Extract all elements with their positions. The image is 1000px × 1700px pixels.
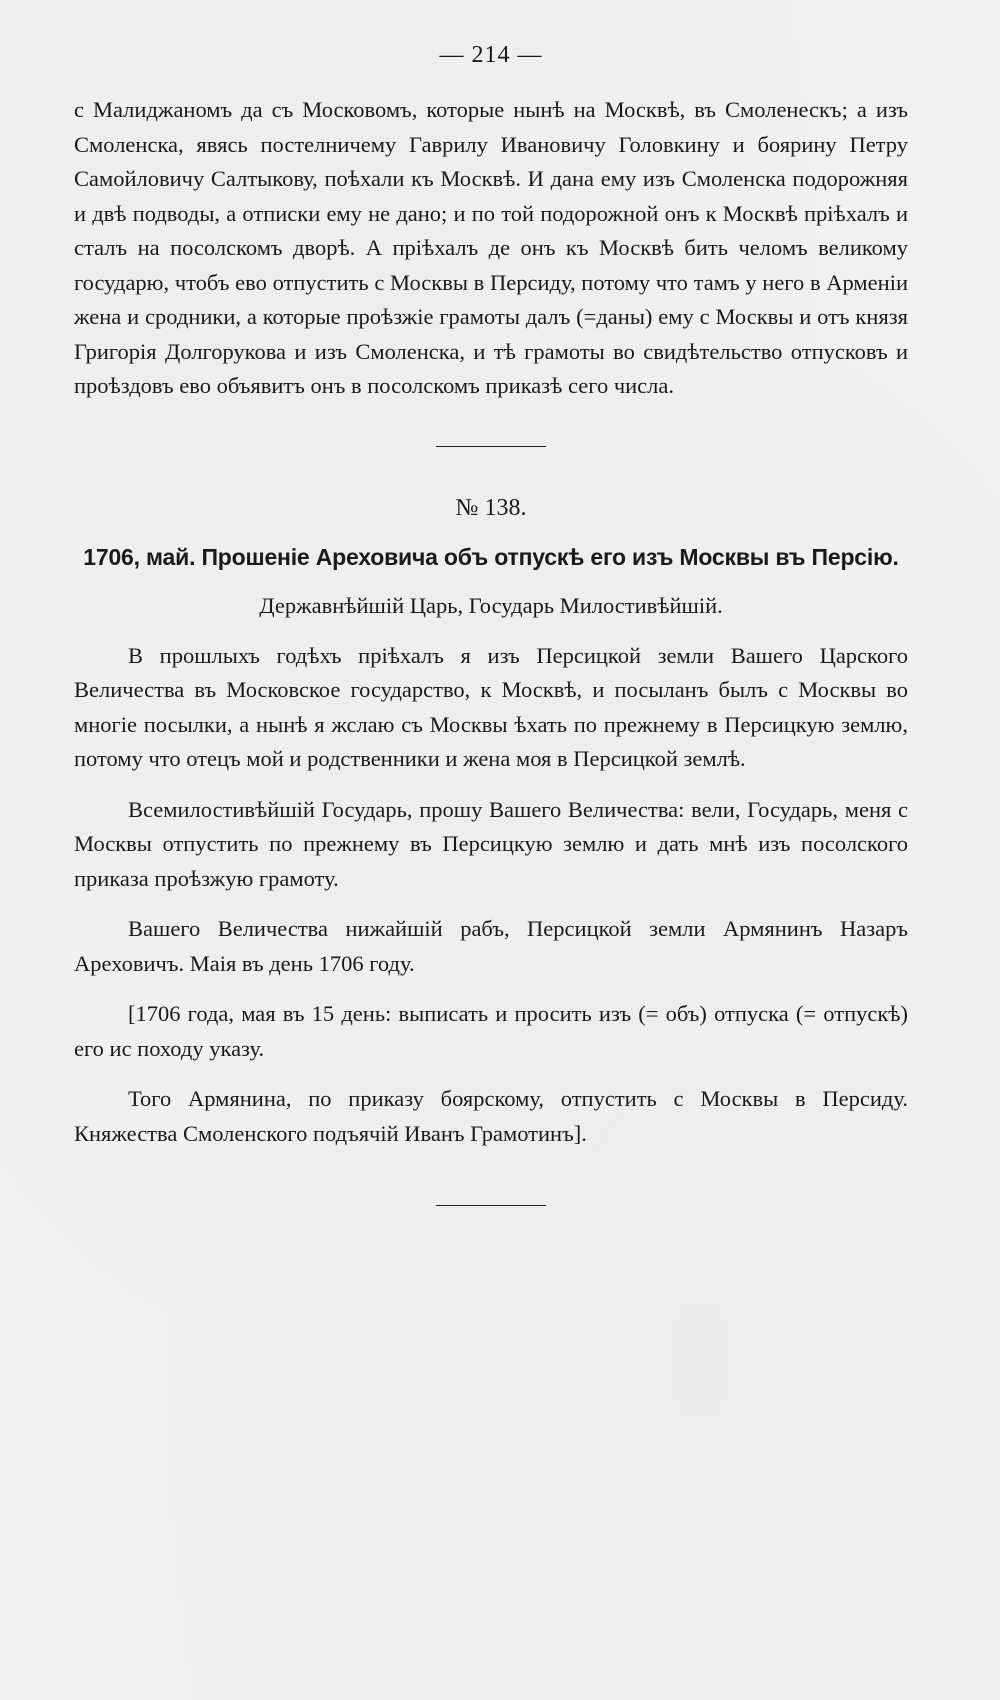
document-title: 1706, май. Прошеніе Ареховича объ отпускѣ его изъ Москвы въ Персію.: [83, 543, 899, 570]
section-divider: [436, 446, 546, 447]
resolution-paragraph: [1706 года, мая въ 15 день: выписать и просить изъ (= объ) отпуска (= отпускѣ) его ис походу указу.: [74, 1001, 908, 1061]
signature-paragraph: Вашего Величества нижайшій рабъ, Персицкой земли Армянинъ Назаръ Ареховичъ. Маія въ день 1706 году.: [74, 916, 908, 976]
end-divider: [436, 1205, 546, 1206]
body-paragraph-2: Всемилостивѣйшій Государь, прошу Вашего Величества: вели, Государь, меня с Москвы отпустить по прежнему въ Персицкую землю и дать мнѣ изъ посолского приказа проѣзжую грамоту.: [74, 796, 908, 891]
intro-paragraph: с Малиджаномъ да съ Московомъ, которые нынѣ на Москвѣ, въ Смоленескъ; а изъ Смоленска, явясь постелничему Гаврилу Ивановичу Головкину и боярину Петру Самойловичу Салтыкову, поѣхали къ Москвѣ. И дана ему изъ Смоленска подорожняя и двѣ подводы, а отписки ему не дано; и по той подорожной онъ к Москвѣ пріѣхалъ и сталъ на посолскомъ дворѣ. А пріѣхалъ де онъ къ Москвѣ бить челомъ великому государю, чтобъ ево отпустить с Москвы в Персиду, потому что тамъ у него в Арменіи жена и сродники, а которые проѣзжіе грамоты далъ (=даны) ему с Москвы и отъ князя Григорія Долгорукова и изъ Смоленска, и тѣ грамоты во свидѣтельство отпусковъ и проѣздовъ ево объявитъ онъ в посолскомъ приказѣ сего числа.: [74, 97, 908, 398]
document-number: № 138.: [455, 494, 527, 521]
closing-paragraph: Того Армянина, по приказу боярскому, отпустить с Москвы в Персиду. Княжества Смоленского подъячій Иванъ Грамотинъ].: [74, 1086, 908, 1146]
salutation: Державнѣйшій Царь, Государь Милостивѣйшій.: [259, 592, 723, 618]
body-paragraph-1: В прошлыхъ годѣхъ пріѣхалъ я изъ Персицкой земли Вашего Царского Величества въ Московское государство, к Москвѣ, и посыланъ былъ с Москвы во многіе посылки, а нынѣ я жслаю съ Москвы ѣхать по прежнему в Персицкую землю, потому что отецъ мой и родственники и жена моя в Персицкой землѣ.: [74, 642, 908, 771]
page-number: — 214 —: [439, 42, 543, 68]
